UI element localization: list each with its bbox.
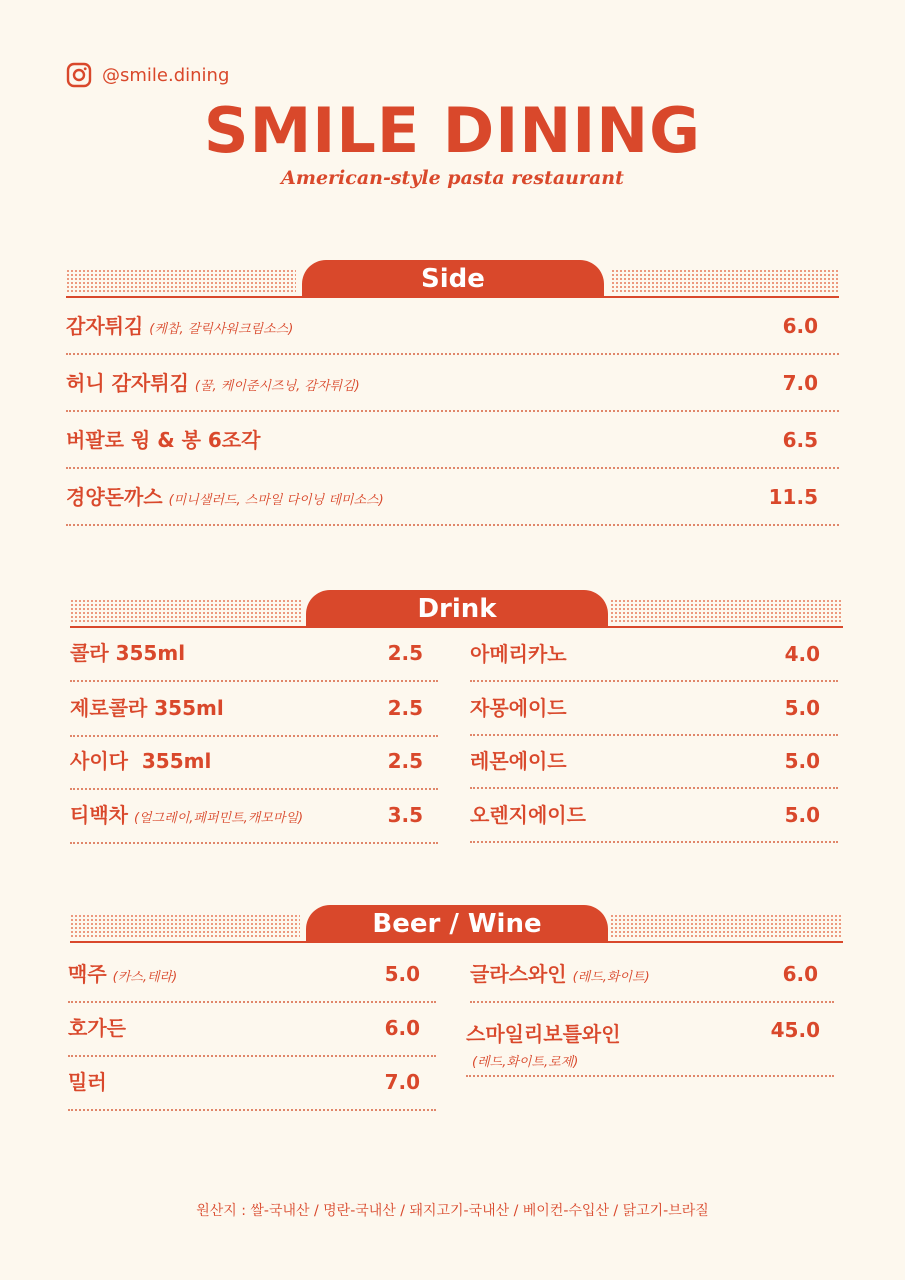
item-name: 허니 감자튀김 (꿀, 케이준시즈닝, 감자튀김) — [66, 371, 360, 395]
menu-item — [466, 1012, 834, 1077]
item-price: 45.0 — [770, 1018, 820, 1042]
item-price: 5.0 — [784, 749, 820, 773]
menu-item — [66, 367, 839, 412]
item-description: (얼그레이,페퍼민트,캐모마일) — [133, 811, 304, 826]
item-description: (레드,화이트) — [572, 970, 650, 985]
instagram-link[interactable] — [66, 62, 229, 88]
item-name: 제로콜라 355ml — [70, 696, 224, 720]
side-section-title: Side — [302, 260, 604, 298]
item-price: 4.0 — [784, 642, 820, 666]
beer-wine-section-header — [70, 907, 843, 943]
drink-section-header — [70, 592, 843, 628]
item-description: (꿀, 케이준시즈닝, 감자튀김) — [194, 379, 360, 394]
restaurant-name: SMILE DINING — [203, 94, 702, 167]
menu-item — [470, 638, 838, 682]
menu-item — [470, 692, 838, 736]
beer-wine-section-title: Beer / Wine — [306, 905, 608, 943]
instagram-handle: @smile.dining — [102, 64, 230, 86]
item-name: 아메리카노 — [470, 642, 567, 666]
menu-item — [470, 799, 838, 843]
item-price: 7.0 — [384, 1070, 420, 1094]
item-name: 버팔로 윙 & 봉 6조각 — [66, 428, 261, 452]
menu-item — [68, 1066, 436, 1111]
side-section-header — [66, 262, 839, 298]
item-price: 6.5 — [782, 428, 818, 452]
item-price: 5.0 — [384, 962, 420, 986]
menu-item — [70, 745, 438, 790]
menu-item — [470, 745, 838, 789]
item-price: 3.5 — [387, 803, 423, 827]
item-name: 레몬에이드 — [470, 749, 567, 773]
item-description: (레드,화이트,로제) — [472, 1055, 579, 1070]
item-name: 콜라 355ml — [70, 641, 186, 665]
item-price: 5.0 — [784, 803, 820, 827]
origin-notice: 원산지 : 쌀-국내산 / 명란-국내산 / 돼지고기-국내산 / 베이컨-수입산 / 닭고기-브라질 — [196, 1203, 709, 1219]
item-price: 5.0 — [784, 696, 820, 720]
menu-item — [66, 424, 839, 469]
item-name: 감자튀김 (케찹, 갈릭사워크림소스) — [66, 314, 294, 338]
item-name: 티백차 (얼그레이,페퍼민트,캐모마일) — [70, 803, 304, 827]
item-name: 자몽에이드 — [470, 696, 567, 720]
item-name: 글라스와인 (레드,화이트) — [470, 962, 650, 986]
restaurant-tagline: American-style pasta restaurant — [281, 167, 624, 189]
menu-item — [70, 637, 438, 682]
item-price: 6.0 — [384, 1016, 420, 1040]
item-name: 호가든 — [68, 1016, 126, 1040]
item-price: 6.0 — [782, 962, 818, 986]
item-price: 2.5 — [387, 749, 423, 773]
menu-item — [68, 1012, 436, 1057]
item-price: 7.0 — [782, 371, 818, 395]
item-name: 밀러 — [68, 1070, 107, 1094]
menu-item — [66, 481, 839, 526]
item-name: 경양돈까스 (미니샐러드, 스마일 다이닝 데미소스) — [66, 485, 384, 509]
item-description: (미니샐러드, 스마일 다이닝 데미소스) — [168, 493, 384, 508]
item-description: (케찹, 갈릭사워크림소스) — [149, 322, 294, 337]
item-price: 11.5 — [768, 485, 818, 509]
item-name: 오렌지에이드 — [470, 803, 586, 827]
item-name: 맥주 (카스,테라) — [68, 962, 178, 986]
instagram-icon — [66, 62, 92, 88]
menu-item — [68, 958, 436, 1003]
item-price: 6.0 — [782, 314, 818, 338]
item-name: 사이다 355ml — [70, 749, 212, 773]
drink-section-title: Drink — [306, 590, 608, 628]
item-name: 스마일리보틀와인 (레드,화이트,로제) — [466, 1022, 621, 1070]
menu-item — [66, 310, 839, 355]
menu-item — [70, 692, 438, 737]
menu-item — [70, 799, 438, 844]
item-price: 2.5 — [387, 696, 423, 720]
item-price: 2.5 — [387, 641, 423, 665]
item-description: (카스,테라) — [112, 970, 178, 985]
menu-item — [470, 958, 834, 1003]
brand-header — [0, 95, 905, 189]
